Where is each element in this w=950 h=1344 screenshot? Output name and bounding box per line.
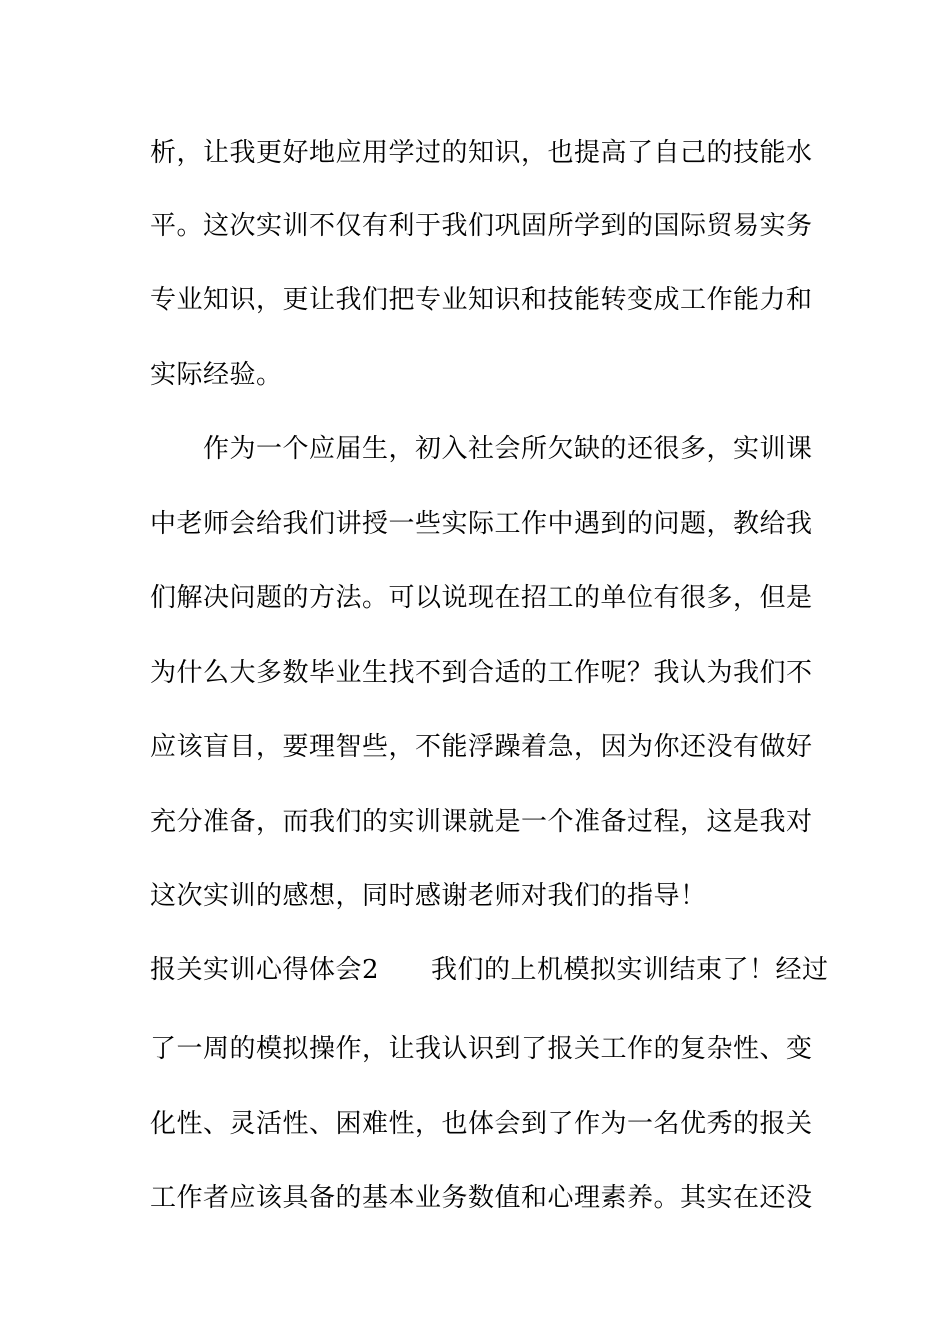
section-heading-line: [150, 953, 829, 987]
paragraph-line: 为什么大多数毕业生找不到合适的工作呢？我认为我们不: [150, 658, 813, 688]
paragraph-line: 中老师会给我们讲授一些实际工作中遇到的问题，教给我: [150, 509, 813, 539]
paragraph-line: 应该盲目，要理智些，不能浮躁着急，因为你还没有做好: [150, 732, 813, 762]
paragraph-line: 化性、灵活性、困难性，也体会到了作为一名优秀的报关: [150, 1109, 813, 1139]
paragraph-line: 这次实训的感想，同时感谢老师对我们的指导！: [150, 881, 707, 911]
section-first-line: 我们的上机模拟实训结束了！经过: [431, 955, 829, 985]
paragraph-line: 专业知识，更让我们把专业知识和技能转变成工作能力和: [150, 285, 813, 315]
paragraph-line: 析，让我更好地应用学过的知识，也提高了自己的技能水: [150, 138, 813, 168]
paragraph-line: 实际经验。: [150, 360, 283, 390]
paragraph-line: 工作者应该具备的基本业务数值和心理素养。其实在还没: [150, 1183, 813, 1213]
section-heading: 报关实训心得体会2: [150, 955, 380, 985]
paragraph-line: 们解决问题的方法。可以说现在招工的单位有很多，但是: [150, 583, 813, 613]
paragraph-line: 了一周的模拟操作，让我认识到了报关工作的复杂性、变: [150, 1034, 813, 1064]
paragraph-line: 充分准备，而我们的实训课就是一个准备过程，这是我对: [150, 807, 813, 837]
paragraph-line: 作为一个应届生，初入社会所欠缺的还很多，实训课: [203, 434, 813, 464]
paragraph-line: 平。这次实训不仅有利于我们巩固所学到的国际贸易实务: [150, 211, 813, 241]
